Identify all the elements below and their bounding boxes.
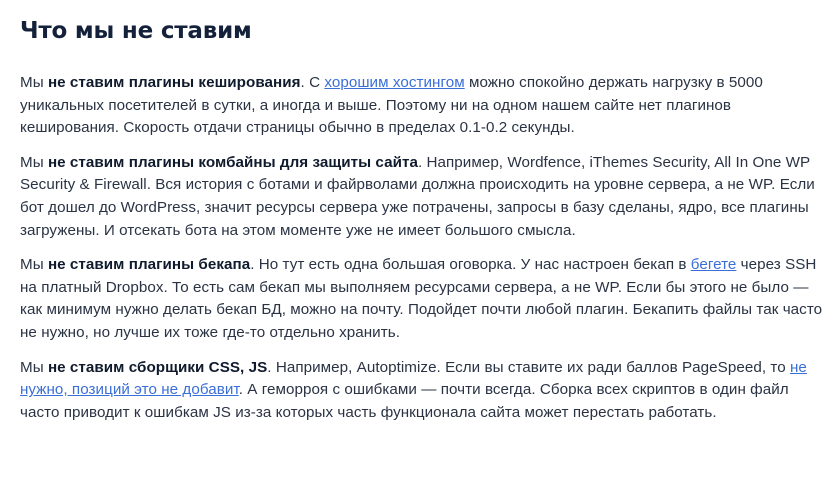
paragraph-text: . Например, Autoptimize. Если вы ставите их ради баллов PageSpeed, то: [267, 358, 790, 376]
paragraph-text: можно спокойно держать нагрузку в 5000 уникальных посетителей в сутки, а иногда и выше. Поэтому ни на одном нашем сайте нет плагинов кеширования. Скорость отдачи страницы обычно в пределах 0.1-0.2 секунды.: [20, 74, 763, 137]
section-heading: Что мы не ставим: [20, 18, 252, 44]
hosting-link[interactable]: хорошим хостингом: [324, 74, 465, 91]
paragraph-text: . А геморроя с ошибками — почти всегда. Сборка всех скриптов в один файл часто приводит к ошибкам JS из-за которых часть функционала сайта может перестать работать.: [20, 381, 789, 421]
paragraph-text: . С: [300, 74, 325, 91]
beget-link[interactable]: бегете: [690, 256, 737, 274]
paragraph-lead: Мы: [20, 153, 48, 171]
paragraph-lead: Мы: [20, 358, 48, 376]
pagespeed-link[interactable]: не нужно, позиций это не добавит: [20, 358, 807, 399]
paragraph-lead: Мы: [20, 74, 48, 91]
bold-phrase: не ставим сборщики CSS, JS: [47, 358, 268, 376]
paragraph-lead: Мы: [20, 256, 48, 274]
paragraph-text: . Но тут есть одна большая оговорка. У нас настроен бекап в: [250, 256, 691, 274]
paragraph-security: [20, 152, 824, 242]
paragraph-text: через SSH на платный Dropbox. То есть сам бекап мы выполняем ресурсами сервера, а не WP. Если бы этого не было — как минимум нужно делать бекап БД, можно на почту. Подойдет почти любой плагин. Бекапить файлы так часто не нужно, но лучше их тоже где-то отдельно хранить.: [20, 256, 823, 341]
article: [20, 12, 824, 436]
paragraph-backup: [20, 254, 824, 344]
bold-phrase: не ставим плагины комбайны для защиты сайта: [47, 153, 418, 171]
paragraph-caching: [20, 72, 824, 140]
paragraph-text: . Например, Wordfence, iThemes Security, All In One WP Security & Firewall. Вся история с ботами и файрволами должна происходить на уровне сервера, а не WP. Если бот дошел до WordPress, значит ресурсы сервера уже потрачены, запросы в базу сделаны, ядро, все плагины загружены. И отсекать бота на этом моменте уже не имеет большого смысла.: [20, 153, 815, 239]
bold-phrase: не ставим плагины кеширования: [47, 74, 301, 91]
paragraph-assets: [20, 357, 824, 425]
bold-phrase: не ставим плагины бекапа: [47, 256, 251, 274]
